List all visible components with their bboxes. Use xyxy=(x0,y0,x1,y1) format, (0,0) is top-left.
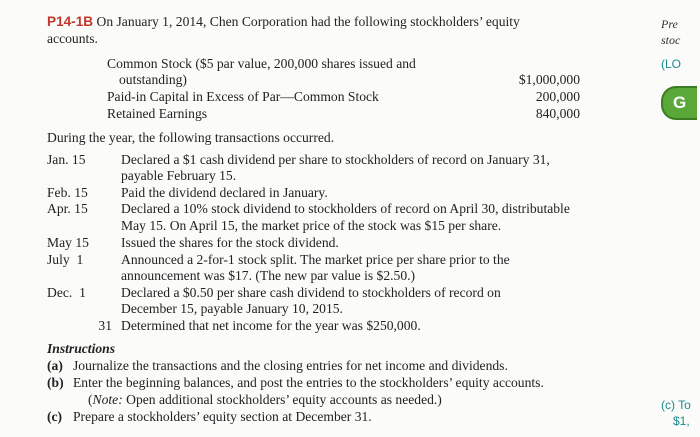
transaction-text: Declared a 10% stock dividend to stockholders of record on April 30, distributable xyxy=(121,201,570,216)
account-amount: 200,000 xyxy=(535,89,580,104)
transaction-text: announcement was $17. (The new par value is $2.50.) xyxy=(121,268,416,283)
transaction-date: Apr. 15 xyxy=(47,201,88,216)
transaction-text: Declared a $1 cash dividend per share to stockholders of record on January 31, xyxy=(121,152,550,167)
instruction-marker: (c) xyxy=(47,409,63,424)
transaction-text: Issued the shares for the stock dividend. xyxy=(121,235,339,250)
account-label: outstanding) xyxy=(119,72,187,87)
instruction-note xyxy=(88,392,442,408)
problem-intro-line1: On January 1, 2014, Chen Corporation had the following stockholders’ equity xyxy=(96,14,520,29)
transaction-date: May 15 xyxy=(47,235,89,250)
note-paren: ( xyxy=(88,392,93,407)
transaction-text: Determined that net income for the year was $250,000. xyxy=(121,318,421,333)
problem-intro xyxy=(47,14,520,30)
margin-answer: (c) To xyxy=(661,398,691,412)
transaction-date: Jan. 15 xyxy=(47,152,86,167)
problem-id: P14-1B xyxy=(47,14,94,29)
margin-answer: $1, xyxy=(673,414,690,428)
instructions-heading: Instructions xyxy=(47,341,116,356)
transaction-text: December 15, payable January 10, 2015. xyxy=(121,301,343,316)
transaction-date: Feb. 15 xyxy=(47,185,88,200)
transaction-text: Declared a $0.50 per share cash dividend to stockholders of record on xyxy=(121,285,501,300)
account-label: Paid-in Capital in Excess of Par—Common Stock xyxy=(107,89,379,104)
transactions-heading: During the year, the following transactions occurred. xyxy=(47,130,335,145)
account-label: Retained Earnings xyxy=(107,106,208,121)
transaction-text: Announced a 2-for-1 stock split. The market price per share prior to the xyxy=(121,252,510,267)
problem-intro-line2: accounts. xyxy=(47,31,98,46)
instruction-marker: (b) xyxy=(47,375,64,390)
instruction-text: Enter the beginning balances, and post the entries to the stockholders’ equity accounts. xyxy=(73,375,544,390)
account-amount: $1,000,000 xyxy=(518,72,580,87)
transaction-date: Dec. 1 xyxy=(47,285,86,300)
account-label: Common Stock ($5 par value, 200,000 shares issued and xyxy=(107,56,416,71)
note-text: Open additional stockholders’ equity accounts as needed.) xyxy=(122,392,442,407)
account-amount: 840,000 xyxy=(535,106,580,121)
transaction-text: payable February 15. xyxy=(121,168,237,183)
instruction-marker: (a) xyxy=(47,358,63,373)
instruction-text: Journalize the transactions and the closing entries for net income and dividends. xyxy=(73,358,508,373)
note-label: Note: xyxy=(92,392,123,407)
transaction-date: July 1 xyxy=(47,252,84,267)
margin-lo-ref: (LO xyxy=(661,57,682,71)
instruction-text: Prepare a stockholders’ equity section at December 31. xyxy=(73,409,372,424)
g-badge-icon: G xyxy=(661,86,697,120)
transaction-date: 31 xyxy=(98,318,112,333)
margin-text: Pre xyxy=(661,17,678,31)
transaction-text: Paid the dividend declared in January. xyxy=(121,185,328,200)
transaction-text: May 15. On April 15, the market price of the stock was $15 per share. xyxy=(121,218,502,233)
margin-text: stoc xyxy=(661,33,681,47)
